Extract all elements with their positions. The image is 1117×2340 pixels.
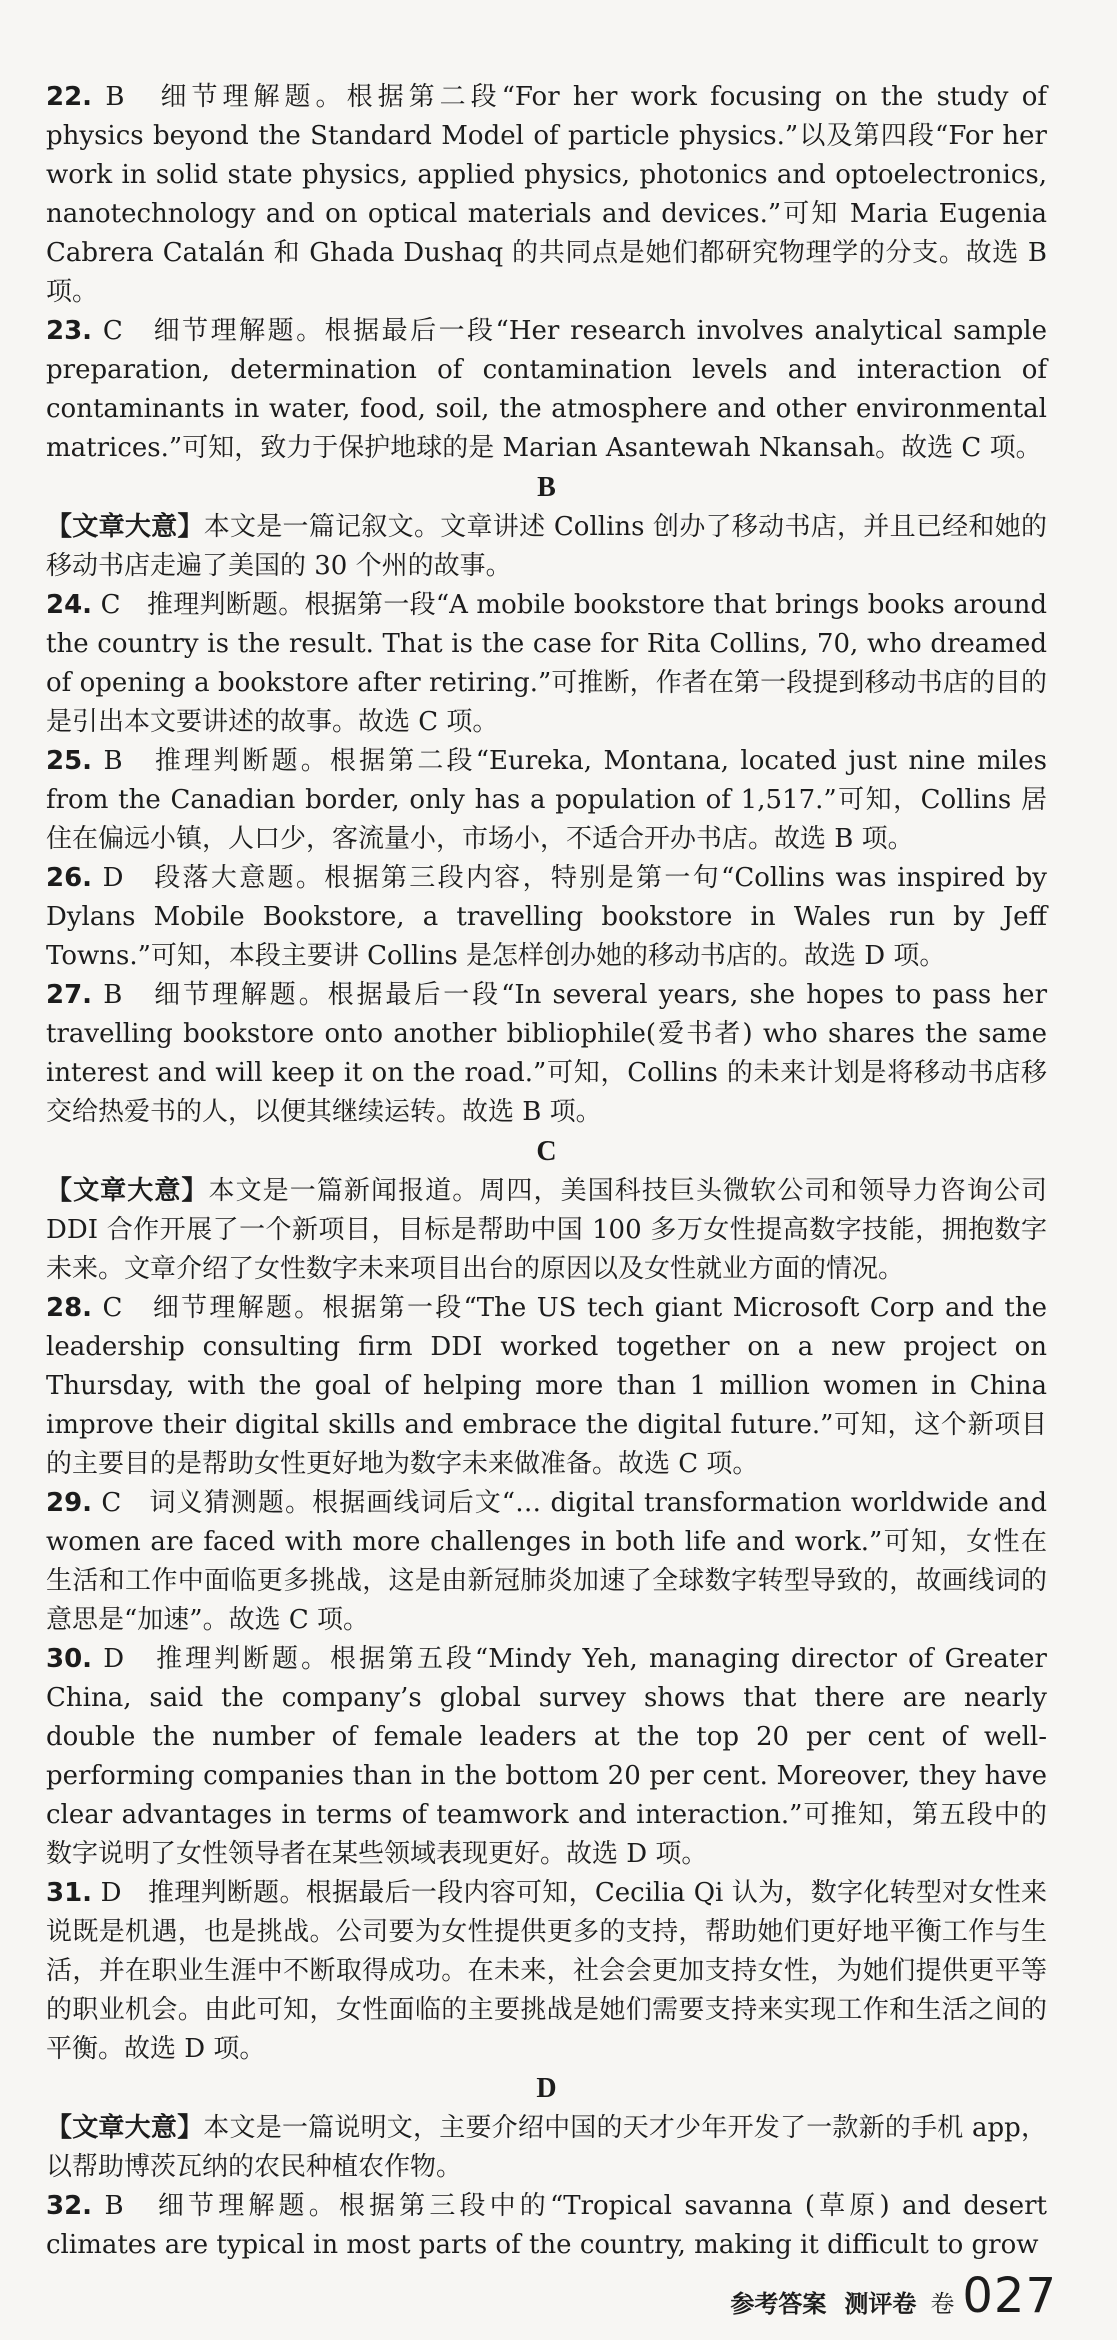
- answer-32: [46, 2187, 1047, 2265]
- summary-label: 【文章大意】: [46, 2113, 204, 2143]
- answer-text: B 细节理解题。根据第三段中的“Tropical savanna (草原) and desert climates are typical in most parts of the country, making it difficult to grow: [46, 2191, 1047, 2260]
- passage-summary-d: [46, 2109, 1047, 2187]
- page-number: 027: [962, 2268, 1057, 2324]
- answer-28: [46, 1289, 1047, 1484]
- page-footer: [0, 2268, 1117, 2328]
- question-number: 26.: [46, 863, 93, 893]
- summary-text: 本文是一篇记叙文。文章讲述 Collins 创办了移动书店，并且已经和她的移动书店走遍了美国的 30 个州的故事。: [46, 512, 1047, 581]
- question-number: 24.: [46, 590, 93, 620]
- question-number: 25.: [46, 746, 93, 776]
- footer-label-volume: 卷: [930, 2290, 955, 2318]
- passage-summary-c: [46, 1172, 1047, 1289]
- question-number: 22.: [46, 82, 93, 112]
- question-number: 29.: [46, 1488, 93, 1518]
- question-number: 32.: [46, 2191, 93, 2221]
- question-number: 28.: [46, 1293, 93, 1323]
- passage-summary-b: [46, 508, 1047, 586]
- answer-text: B 细节理解题。根据第二段“For her work focusing on the study of physics beyond the Standard Model of particle physics.”以及第四段“For her work in solid state physics, applied physics, photonics and optoelectronics, nanotechnology and on optical materials and devices.”可知 Maria Eugenia Cabrera Catalán 和 Ghada Dushaq 的共同点是她们都研究物理学的分支。故选 B 项。: [46, 82, 1047, 307]
- answer-text: D 段落大意题。根据第三段内容，特别是第一句“Collins was inspired by Dylans Mobile Bookstore, a travelling bookstore in Wales run by Jeff Towns.”可知，本段主要讲 Collins 是怎样创办她的移动书店的。故选 D 项。: [46, 863, 1047, 971]
- answer-text: B 细节理解题。根据最后一段“In several years, she hopes to pass her travelling bookstore onto another bibliophile(爱书者) who shares the same interest and will keep it on the road.”可知，Collins 的未来计划是将移动书店移交给热爱书的人，以便其继续运转。故选 B 项。: [46, 980, 1047, 1127]
- summary-label: 【文章大意】: [46, 1176, 209, 1206]
- answer-29: [46, 1484, 1047, 1640]
- answer-26: [46, 859, 1047, 976]
- answer-text: D 推理判断题。根据最后一段内容可知，Cecilia Qi 认为，数字化转型对女性来说既是机遇，也是挑战。公司要为女性提供更多的支持，帮助她们更好地平衡工作与生活，并在职业生涯中不断取得成功。在未来，社会会更加支持女性，为她们提供更平等的职业机会。由此可知，女性面临的主要挑战是她们需要支持来实现工作和生活之间的平衡。故选 D 项。: [46, 1878, 1047, 2064]
- footer-label-test: 测评卷: [844, 2290, 917, 2318]
- answer-22: [46, 78, 1047, 312]
- answer-31: [46, 1874, 1047, 2069]
- summary-text: 本文是一篇新闻报道。周四，美国科技巨头微软公司和领导力咨询公司 DDI 合作开展了一个新项目，目标是帮助中国 100 多万女性提高数字技能，拥抱数字未来。文章介绍了女性数字未来项目出台的原因以及女性就业方面的情况。: [46, 1176, 1047, 1284]
- answer-24: [46, 586, 1047, 742]
- answer-23: [46, 312, 1047, 468]
- passage-divider-b: B: [537, 472, 556, 503]
- answer-text: C 推理判断题。根据第一段“A mobile bookstore that brings books around the country is the result. That is the case for Rita Collins, 70, who dreamed of opening a bookstore after retiring.”可推断，作者在第一段提到移动书店的目的是引出本文要讲述的故事。故选 C 项。: [46, 590, 1047, 737]
- answer-text: C 细节理解题。根据最后一段“Her research involves analytical sample preparation, determination of contamination levels and interaction of contaminants in water, food, soil, the atmosphere and other environmental matrices.”可知，致力于保护地球的是 Marian Asantewah Nkansah。故选 C 项。: [46, 316, 1047, 463]
- footer-label-answers: 参考答案: [730, 2290, 827, 2318]
- question-number: 31.: [46, 1878, 93, 1908]
- answer-25: [46, 742, 1047, 859]
- answer-text: C 词义猜测题。根据画线词后文“… digital transformation worldwide and women are faced with more challenges in both life and work.”可知，女性在生活和工作中面临更多挑战，这是由新冠肺炎加速了全球数字转型导致的，故画线词的意思是“加速”。故选 C 项。: [46, 1488, 1047, 1635]
- answer-text: B 推理判断题。根据第二段“Eureka, Montana, located just nine miles from the Canadian border, only has a population of 1,517.”可知，Collins 居住在偏远小镇，人口少，客流量小，市场小，不适合开办书店。故选 B 项。: [46, 746, 1047, 854]
- summary-label: 【文章大意】: [46, 512, 204, 542]
- question-number: 30.: [46, 1644, 93, 1674]
- question-number: 27.: [46, 980, 93, 1010]
- question-number: 23.: [46, 316, 93, 346]
- answer-30: [46, 1640, 1047, 1874]
- answer-content: [46, 78, 1047, 2265]
- summary-text: 本文是一篇说明文，主要介绍中国的天才少年开发了一款新的手机 app，以帮助博茨瓦纳的农民种植农作物。: [46, 2113, 1047, 2182]
- answer-text: D 推理判断题。根据第五段“Mindy Yeh, managing director of Greater China, said the company’s global survey shows that there are nearly double the number of female leaders at the top 20 per cent of well-performing companies than in the bottom 20 per cent. Moreover, they have clear advantages in terms of teamwork and interaction.”可推知，第五段中的数字说明了女性领导者在某些领域表现更好。故选 D 项。: [46, 1644, 1047, 1869]
- answer-27: [46, 976, 1047, 1132]
- answer-text: C 细节理解题。根据第一段“The US tech giant Microsoft Corp and the leadership consulting firm DDI worked together on a new project on Thursday, with the goal of helping more than 1 million women in China improve their digital skills and embrace the digital future.”可知，这个新项目的主要目的是帮助女性更好地为数字未来做准备。故选 C 项。: [46, 1293, 1047, 1479]
- passage-divider-c: C: [536, 1136, 557, 1167]
- passage-divider-d: D: [536, 2073, 557, 2104]
